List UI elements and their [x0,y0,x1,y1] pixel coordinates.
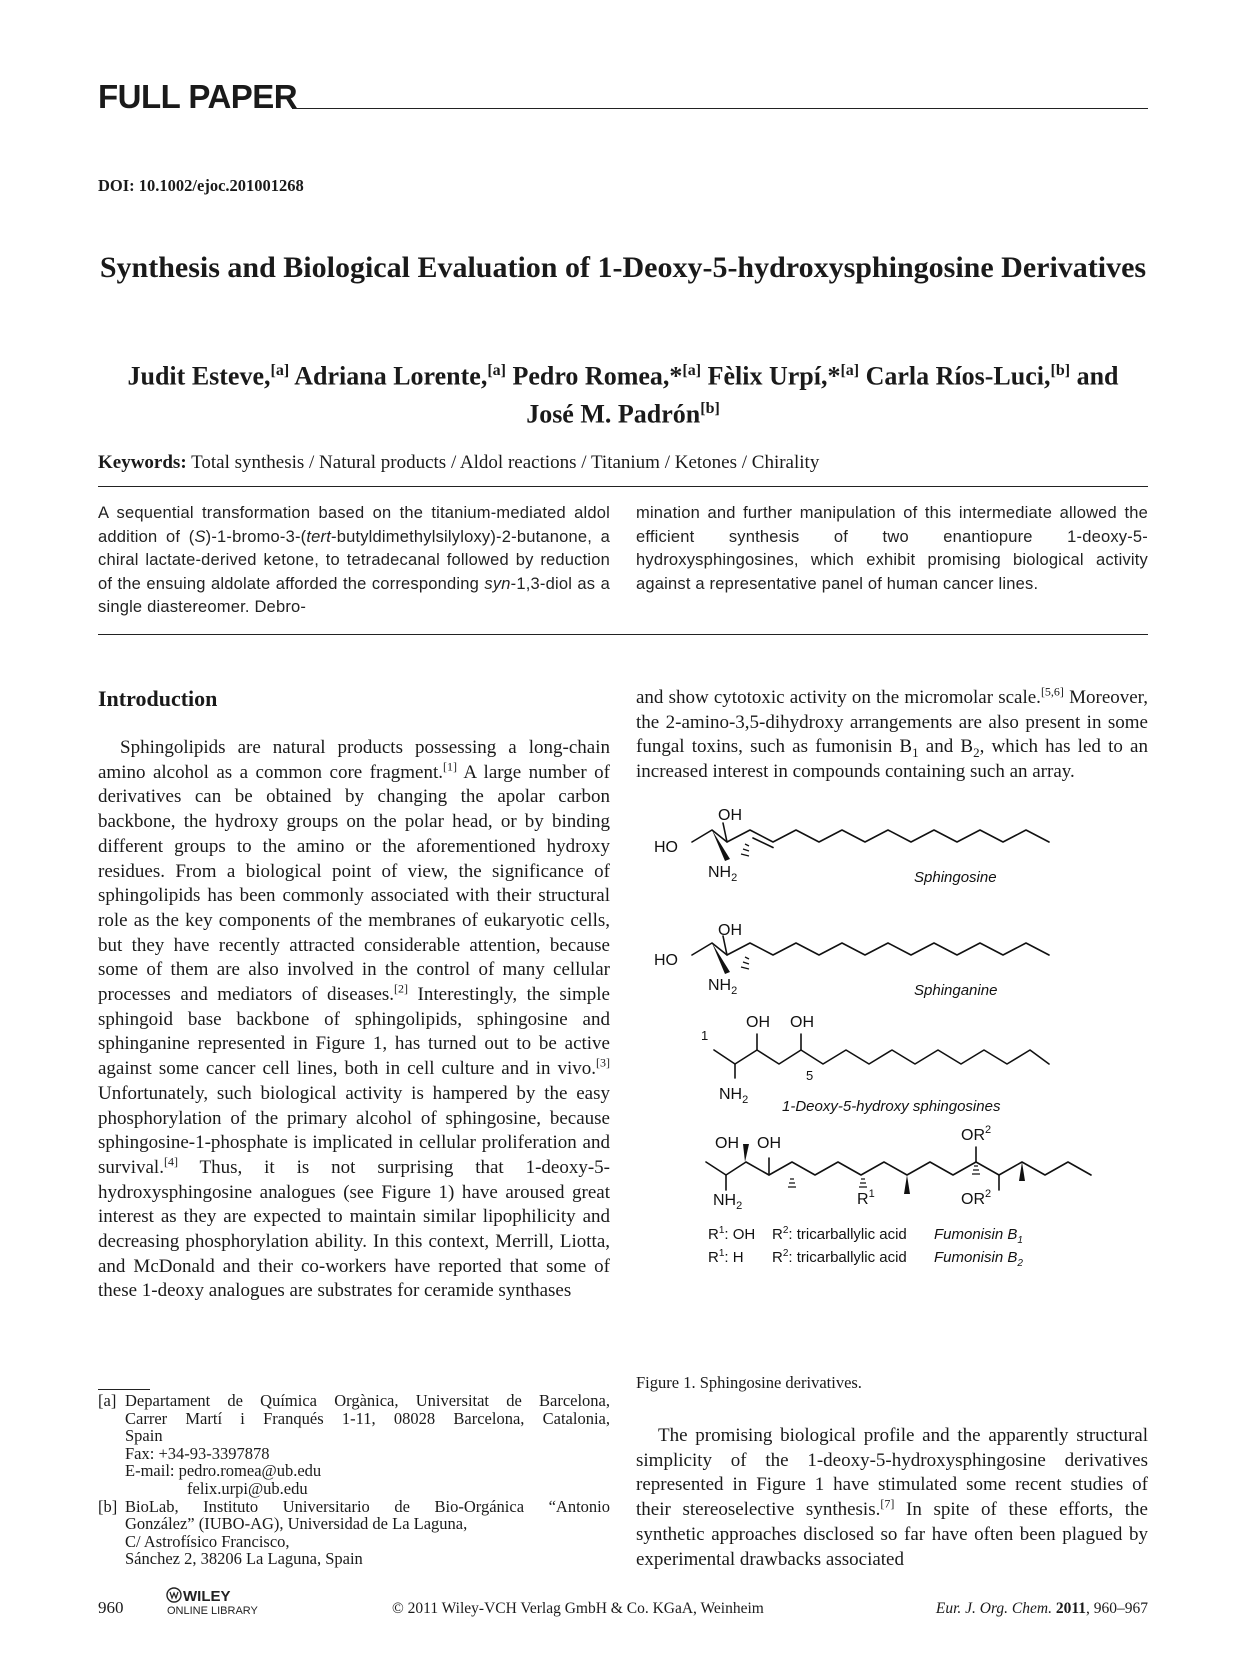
affiliation-line: Sánchez 2, 38206 La Laguna, Spain [125,1549,363,1569]
paragraph-text: and B [918,736,974,758]
paragraph-text: The promising biological profile and the apparently structural simplicity of the 1-deoxy-5-hydroxysphingosine derivatives represented in Figure 1 have stimulated some recent studies of their stereoselective synthesis. [636,1425,1148,1521]
legend-row-1: $R^1$: OH $R^2$: tricarballylic acid Fumonisin $B_1$ [708,1225,1023,1246]
author: Fèlix Urpí,* [707,361,841,391]
abstract-italic: S [194,527,206,546]
paragraph-text: In spite of these efforts, the synthetic approaches disclosed so far have often been plagued by experimental drawbacks associated [636,1499,1148,1570]
wiley-logo [165,1586,295,1616]
compound-name: 1-Deoxy-5-hydroxy sphingosines [782,1098,1001,1115]
structure-label: $NH_2$ [708,864,738,884]
author: José M. Padrón [526,399,701,429]
structure-label: $R^1$ [857,1188,875,1208]
article-title: Synthesis and Biological Evaluation of 1-Deoxy-5-hydroxysphingosine Derivatives [99,251,1147,284]
author-affiliation: [a] [487,362,506,379]
structure-label: $NH_2$ [713,1192,743,1212]
citation: [7] [880,1496,895,1511]
keywords [98,452,819,474]
section-heading: Introduction [98,686,218,711]
keywords-text: Total synthesis / Natural products / Aldol reactions / Titanium / Ketones / Chirality [191,452,820,473]
compound-name: Sphinganine [914,982,998,999]
paragraph-text: A large number of derivatives can be obtained by changing the apolar carbon backbone, the hydroxy groups on the polar head, or by binding different groups to the amino or the aforementioned hydroxy residues. From a biological point of view, the significance of sphingolipids has been commonly associated with their structural role as the key components of the membranes of eukaryotic cells, but they have recently attracted considerable attention, because some of them are also involved in the control of many cellular processes and mediators of diseases. [98,761,610,1006]
author-affiliation: [a] [682,362,702,379]
structure-label: HO [654,952,678,969]
author: Judit Esteve, [127,361,271,391]
journal-pages: , 960–967 [1086,1600,1148,1617]
compound-name: Sphingosine [914,869,997,886]
author-affiliation: [a] [270,362,290,379]
structure-label: OH [757,1135,781,1152]
author-affiliation: [a] [840,362,860,379]
keywords-label: Keywords: [98,452,187,473]
affiliation-line: BioLab, Instituto Universitario de Bio-Orgánica “Antonio [125,1496,610,1516]
wiley-brand: WILEY [183,1588,231,1605]
citation: [4] [163,1154,178,1169]
author-list [98,355,1148,430]
structure-label: OH [790,1014,814,1031]
structure-label: OH [746,1014,770,1031]
abstract-rule [98,634,1148,635]
affiliation-line: C/ Astrofísico Francisco, [125,1531,290,1551]
figure-caption: Figure 1. Sphingosine derivatives. [636,1373,862,1392]
section-label: FULL PAPER [98,78,298,115]
keywords-rule [98,486,1148,487]
abstract-text: -butyldimethylsilyloxy)-2-butanone, a chiral lactate-derived ketone, to tetradecanal followed by reduction of the ensuing aldolate afforded the corresponding [98,527,610,593]
paragraph-text: Thus, it is not surprising that 1-deoxy-5-hydroxysphingosine analogues (see Figure 1) have aroused great interest as they are expected to maintain similar lipophilicity and decreasing phosphorylation ability. In this context, Merrill, Liotta, and McDonald and their co-workers have reported that some of these 1-deoxy analogues are substrates for ceramide synthases [98,1156,610,1302]
footnote-rule [98,1389,150,1390]
wiley-online-library: ONLINE LIBRARY [167,1605,258,1617]
affiliation-line: Departament de Química Orgànica, Universitat de Barcelona, [125,1391,610,1410]
author: Pedro Romea,* [512,361,683,391]
paragraph-text: Moreover, the 2-amino-3,5-dihydroxy arrangements are also present in some fungal toxins, such as fumonisin B [636,687,1149,758]
journal-name: Eur. J. Org. Chem. [935,1600,1052,1617]
paragraph-text: and show cytotoxic activity on the micromolar scale. [636,687,1041,708]
abstract-italic: syn [484,574,511,593]
fax: Fax: +34-93-3397878 [125,1443,270,1463]
wiley-seal-icon [167,1588,181,1602]
carbon-number: 5 [806,1068,814,1083]
affiliations [98,1392,610,1568]
affiliation-line: Spain [125,1426,163,1446]
figure-1-structures [636,807,1148,1362]
affiliation-label: [b] [98,1496,118,1516]
author: Carla Ríos-Luci, [865,361,1051,391]
copyright: © 2011 Wiley-VCH Verlag GmbH & Co. KGaA, Weinheim [392,1600,764,1617]
paragraph-text: Unfortunately, such biological activity is hampered by the easy phosphorylation of the primary alcohol of sphingosine, because sphingosine-1-phosphate is implicated in cellular proliferation and survival. [98,1082,610,1178]
citation: [1] [443,759,457,774]
journal-year: 2011 [1055,1600,1086,1617]
email: felix.urpi@ub.edu [187,1478,308,1498]
paragraph-text: , which has led to an increased interest in compounds containing such an array. [636,736,1148,783]
author-affiliation: [b] [700,399,720,417]
affiliation-label: [a] [98,1391,117,1410]
structure-label: OH [715,1135,739,1152]
author-conjunction: and [1076,361,1119,391]
abstract-italic: tert [306,527,331,546]
structure-label: $OR^2$ [961,1124,992,1144]
intro-right-column-continued [636,1424,1148,1572]
paragraph-text: Interestingly, the simple sphingoid base backbone of sphingolipids, sphingosine and sphinganine represented in Figure 1, has turned out to be active against some cancer cell lines, both in cell culture and in vivo. [98,984,610,1080]
structure-label: $OR^2$ [961,1188,992,1208]
structure-label: OH [718,922,742,939]
abstract-left [98,502,610,620]
author: Adriana Lorente, [294,361,488,391]
abstract-text: -1,3-diol as a single diastereomer. Debro- [98,574,610,616]
citation: [3] [596,1055,610,1070]
structure-label: OH [718,807,742,824]
structure-label: HO [654,839,678,856]
structure-label: $NH_2$ [719,1086,749,1106]
page-number: 960 [98,1598,124,1617]
subscript: 1 [912,745,919,761]
carbon-number: 1 [701,1028,709,1043]
doi: DOI: 10.1002/ejoc.201001268 [98,176,304,195]
affiliation-a [98,1392,610,1498]
intro-left-column [98,736,610,1304]
intro-right-column [636,686,1148,785]
author-affiliation: [b] [1050,362,1071,379]
paragraph-text: Sphingolipids are natural products possessing a long-chain amino alcohol as a common core fragment. [98,737,610,783]
abstract-right: mination and further manipulation of this intermediate allowed the efficient synthesis of two enantiopure 1-deoxy-5-hydroxysphingosines, which exhibit promising biological activity against a representative panel of human cancer lines. [636,504,1148,593]
citation: [5,6] [1040,684,1064,699]
subscript: 2 [973,745,980,761]
citation: [2] [394,981,409,996]
abstract-text: )-1-bromo-3-( [205,527,307,546]
affiliation-line: González” (IUBO-AG), Universidad de La Laguna, [125,1514,468,1534]
journal-citation [936,1600,1148,1618]
affiliation-b [98,1498,610,1568]
abstract-text: A sequential transformation based on the titanium-mediated aldol addition of ( [98,504,610,546]
structure-label: $NH_2$ [708,977,738,997]
header-rule [292,108,1148,109]
legend-row-2: $R^1$: H $R^2$: tricarballylic acid Fumonisin $B_2$ [708,1248,1023,1269]
affiliation-line: Carrer Martí i Franqués 1-11, 08028 Barcelona, Catalonia, [125,1408,610,1428]
email: E-mail: pedro.romea@ub.edu [125,1461,322,1481]
